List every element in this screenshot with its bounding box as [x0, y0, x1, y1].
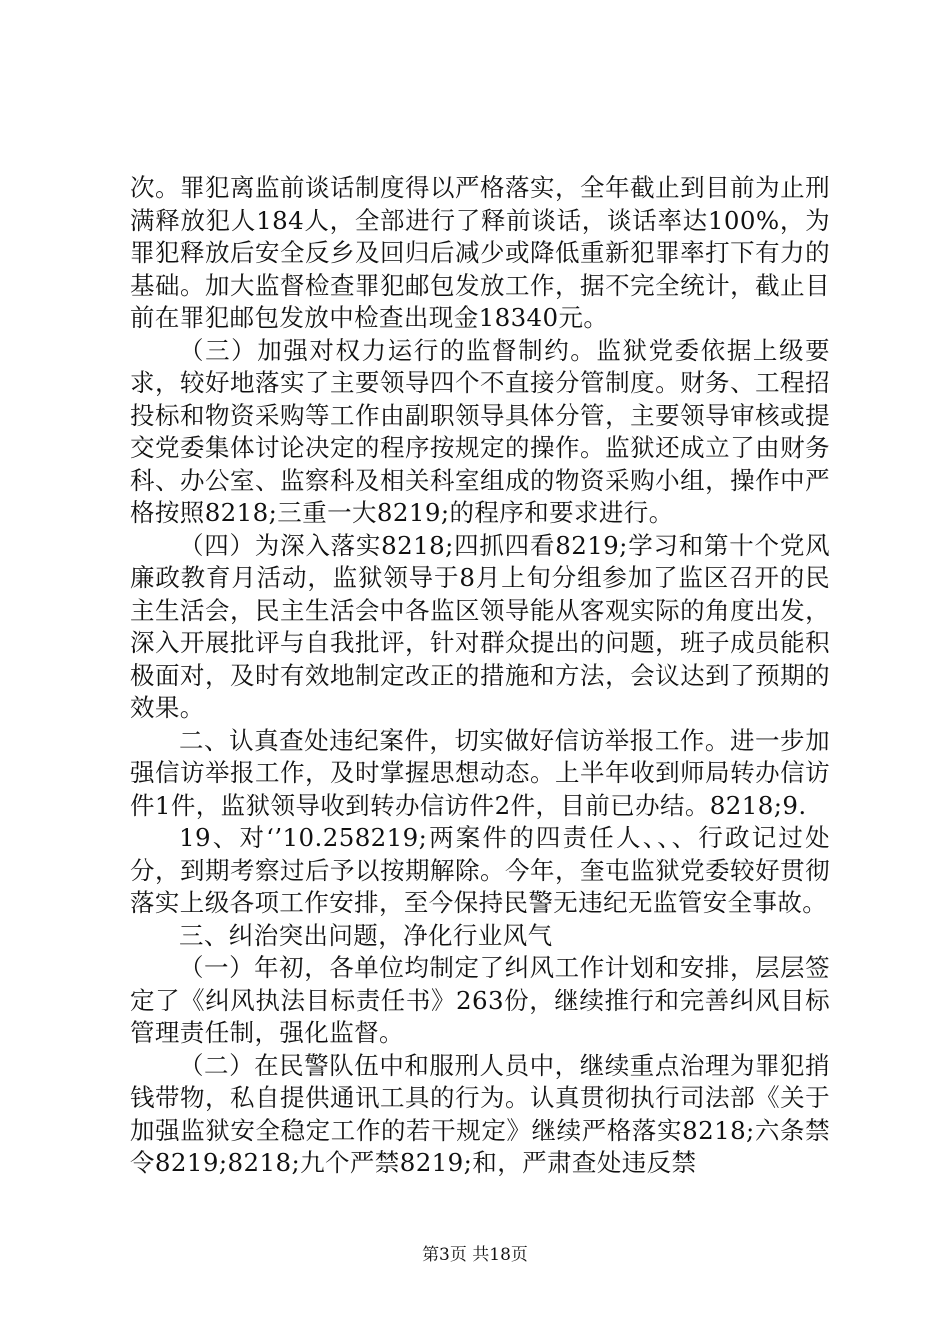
paragraph-heading-3: 三、纠治突出问题，净化行业风气 [179, 920, 553, 950]
page-number-footer: 第3页 共18页 [422, 1245, 528, 1265]
paragraph-continuation: 次。罪犯离监前谈话制度得以严格落实，全年截止到目前为止刑满释放犯人184人，全部进行了释前谈话，谈话率达100%，为罪犯释放后安全反乡及回归后减少或降低重新犯罪率打下有力的基础。加大监督检查罪犯邮包发放工作，据不完全统计，截止目前在罪犯邮包发放中检查出现金18340元。 [130, 173, 830, 332]
paragraph-subsection-1: （一）年初，各单位均制定了纠风工作计划和安排，层层签定了《纠风执法目标责任书》263份，继续推行和完善纠风目标管理责任制，强化监督。 [130, 953, 830, 1047]
paragraph-section-4: （四）为深入落实8218;四抓四看8219;学习和第十个党风廉政教育月活动，监狱领导于8月上旬分组参加了监区召开的民主生活会，民主生活会中各监区领导能从客观实际的角度出发，深入开展批评与自我批评，针对群众提出的问题，班子成员能积极面对，及时有效地制定改正的措施和方法，会议达到了预期的效果。 [130, 530, 830, 722]
paragraph-item-19: 19、对‘’10.258219;两案件的四责任人、、、行政记过处分，到期考察过后予以按期解除。今年，奎屯监狱党委较好贯彻落实上级各项工作安排，至今保持民警无违纪无监管安全事故。 [130, 823, 830, 917]
paragraph-section-3: （三）加强对权力运行的监督制约。监狱党委依据上级要求，较好地落实了主要领导四个不直接分管制度。财务、工程招投标和物资采购等工作由副职领导具体分管，主要领导审核或提交党委集体讨论决定的程序按规定的操作。监狱还成立了由财务科、办公室、监察科及相关科室组成的物资采购小组，操作中严格按照8218;三重一大8219;的程序和要求进行。 [130, 335, 830, 527]
document-body [130, 172, 830, 1180]
paragraph-subsection-2: （二）在民警队伍中和服刑人员中，继续重点治理为罪犯捎钱带物，私自提供通讯工具的行为。认真贯彻执行司法部《关于加强监狱安全稳定工作的若干规定》继续严格落实8218;六条禁令8219;8218;九个严禁8219;和，严肃查处违反禁 [130, 1050, 830, 1177]
paragraph-heading-2: 二、认真查处违纪案件，切实做好信访举报工作。进一步加强信访举报工作，及时掌握思想动态。上半年收到师局转办信访件1件，监狱领导收到转办信访件2件，目前已办结。8218;9. [130, 725, 830, 820]
